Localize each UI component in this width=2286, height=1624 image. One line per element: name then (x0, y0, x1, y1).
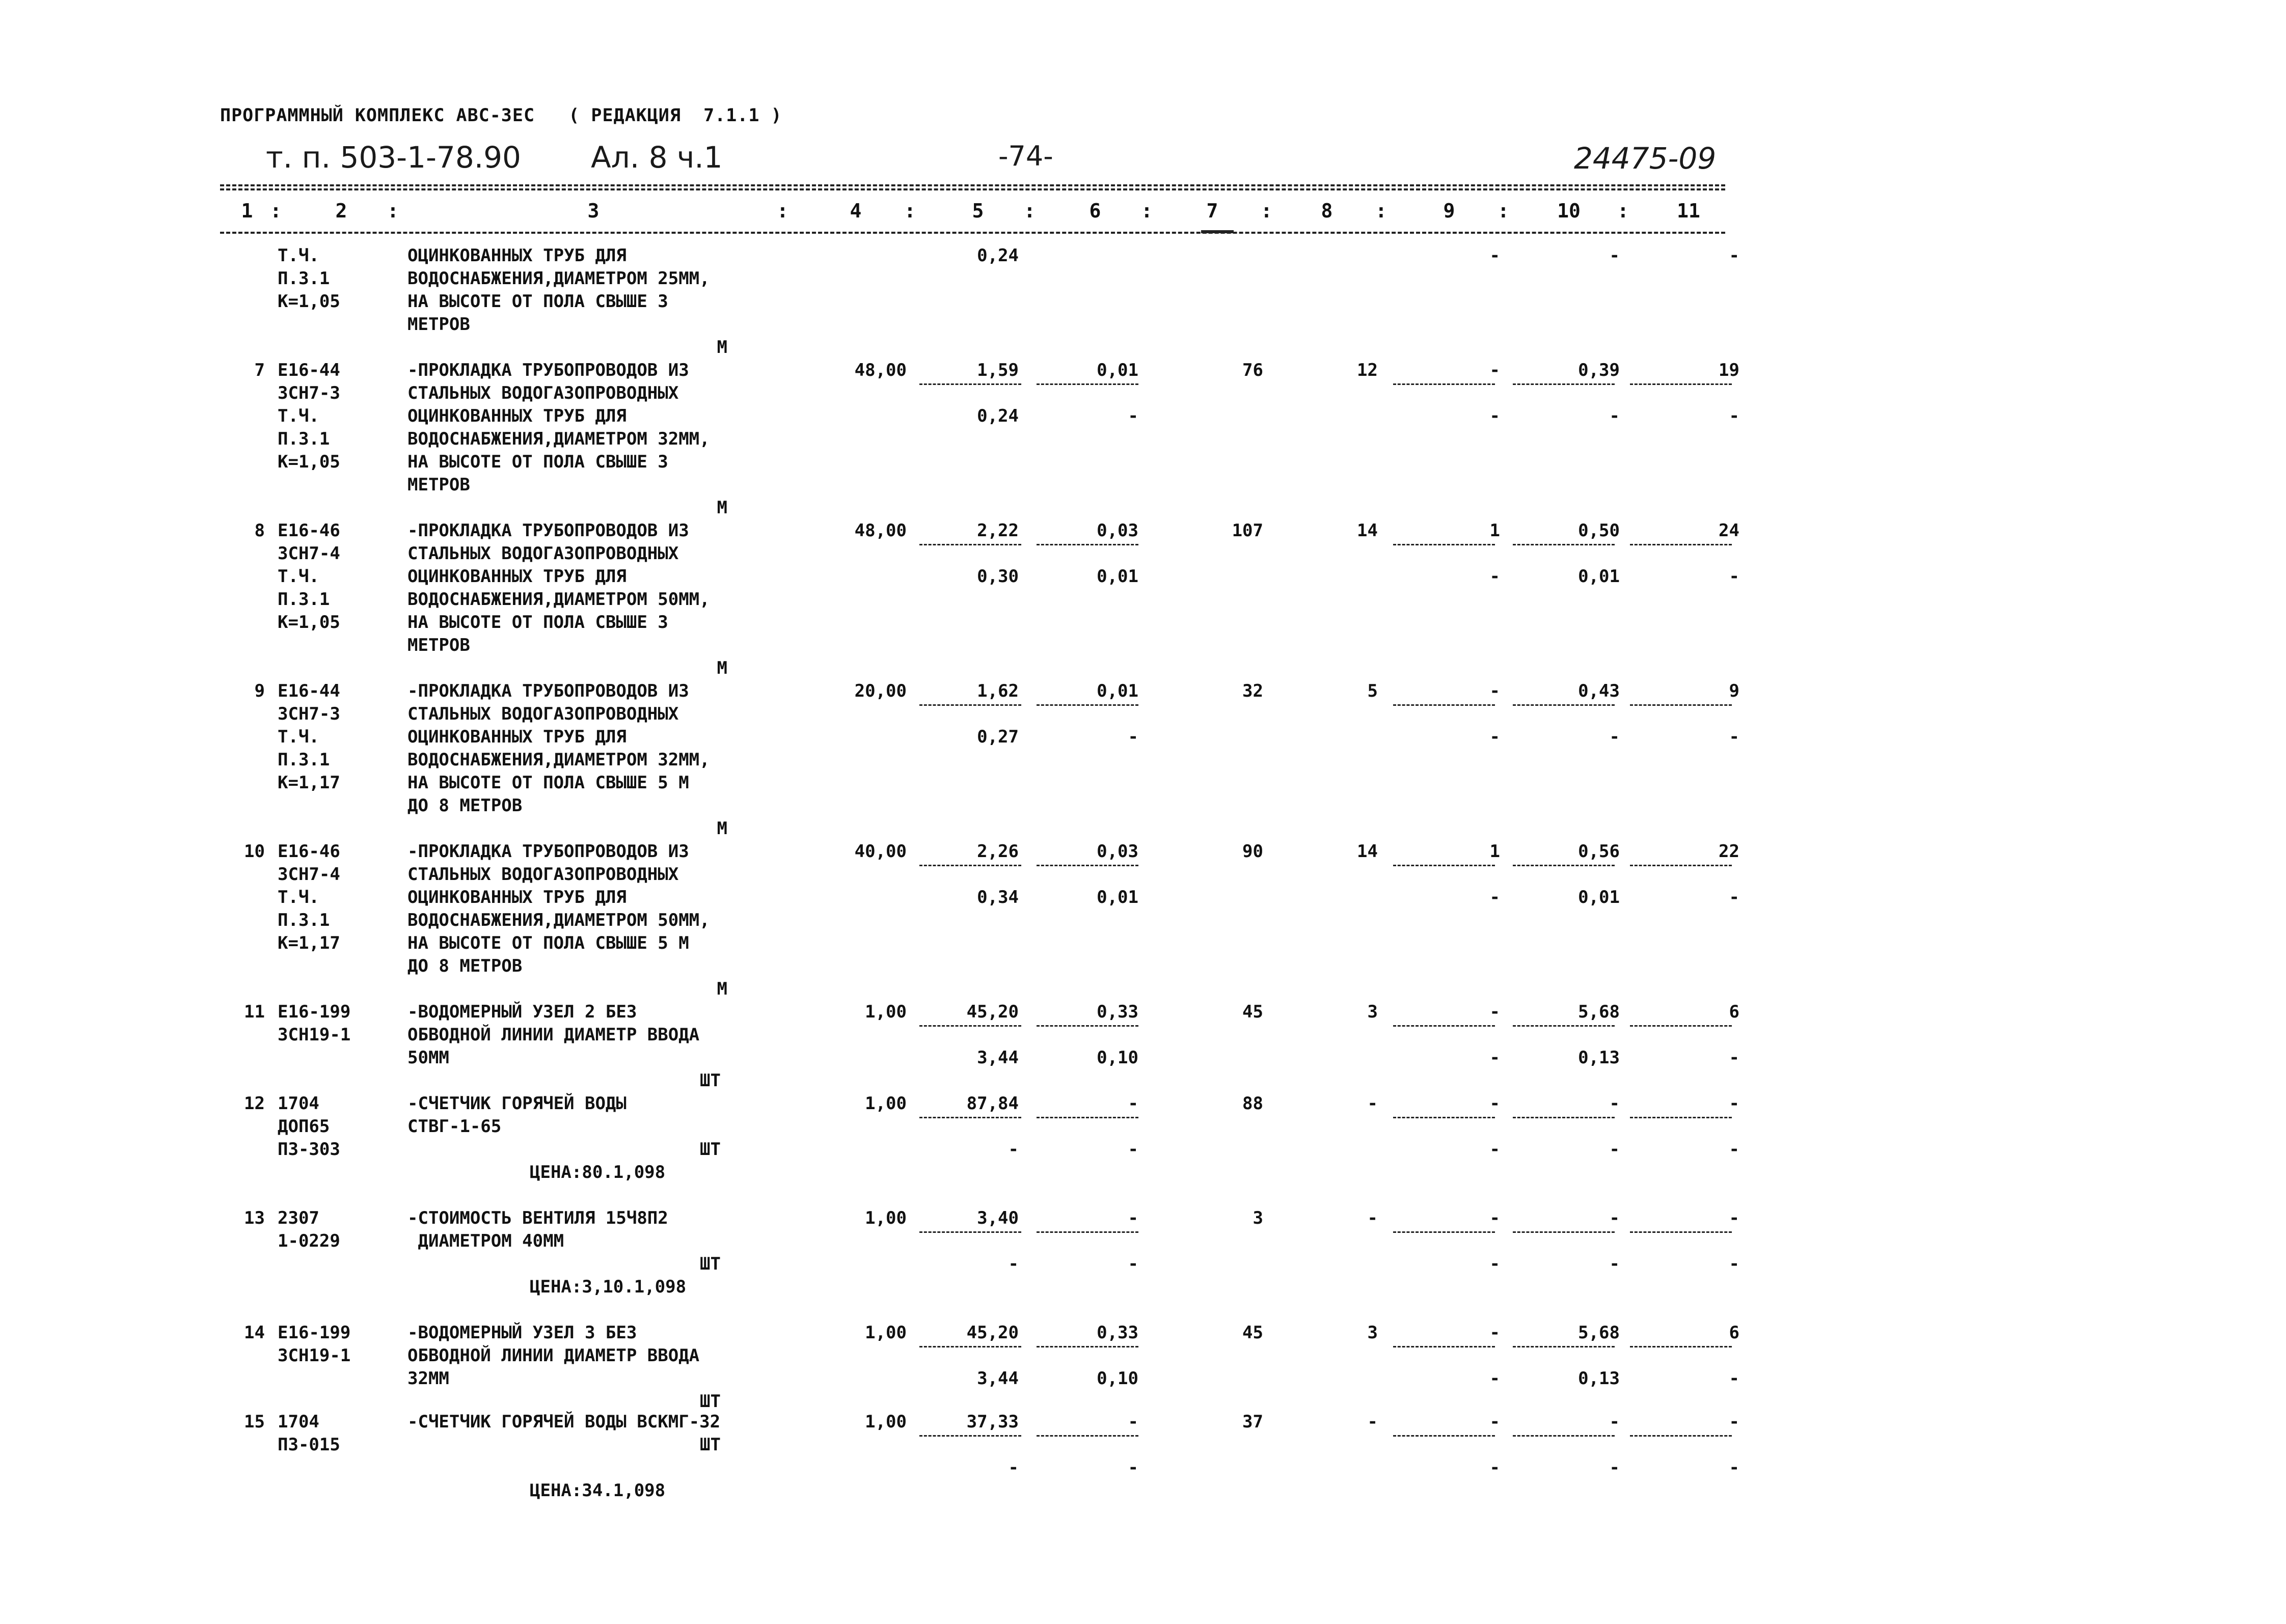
value-underline (1037, 544, 1138, 545)
col-9-sub-value: - (1489, 406, 1500, 426)
col-10-sub-value: - (1609, 406, 1620, 426)
col-6-sub-value: - (1128, 406, 1138, 426)
col-11-sub-value: - (1729, 887, 1739, 907)
row-code: 3СН19-1 (278, 1345, 351, 1366)
value-underline (1513, 704, 1615, 706)
row-description: -ВОДОМЕРНЫЙ УЗЕЛ 3 БЕЗ (407, 1323, 637, 1343)
col-11-sub-value: - (1729, 1254, 1739, 1274)
value-underline (1630, 544, 1732, 545)
row-code: Т.Ч. (278, 887, 319, 907)
col-6-sub-value: 0,10 (1097, 1368, 1138, 1389)
row-description: СТАЛЬНЫХ ВОДОГАЗОПРОВОДНЫХ (407, 383, 679, 403)
row-code: К=1,05 (278, 612, 340, 632)
value-underline (1630, 1231, 1732, 1233)
value-underline (1037, 1231, 1138, 1233)
row-description: НА ВЫСОТЕ ОТ ПОЛА СВЫШЕ 5 М (407, 773, 689, 793)
row-number: 12 (244, 1093, 265, 1114)
column-separator: : (387, 200, 399, 222)
row-code: Т.Ч. (278, 566, 319, 587)
row-code: П3-303 (278, 1139, 340, 1160)
row-description: -ВОДОМЕРНЫЙ УЗЕЛ 2 БЕЗ (407, 1002, 637, 1022)
row-description: ОЦИНКОВАННЫХ ТРУБ ДЛЯ (407, 245, 627, 266)
col-11-value: - (1729, 1093, 1739, 1114)
row-description: СТВГ-1-65 (407, 1116, 502, 1137)
col-4-value: 1,00 (865, 1412, 907, 1432)
row-unit: М (717, 818, 727, 839)
column-separator: : (1024, 200, 1036, 222)
row-description: СТАЛЬНЫХ ВОДОГАЗОПРОВОДНЫХ (407, 543, 679, 564)
column-header-11: 11 (1677, 200, 1700, 222)
col-5-value: 1,62 (977, 681, 1019, 701)
row-description: СТАЛЬНЫХ ВОДОГАЗОПРОВОДНЫХ (407, 704, 679, 724)
row-code: П.3.1 (278, 910, 330, 930)
col-9-value: - (1489, 1002, 1500, 1022)
row-description: -ПРОКЛАДКА ТРУБОПРОВОДОВ ИЗ (407, 360, 689, 380)
row-number: 10 (244, 841, 265, 862)
value-underline (919, 1435, 1021, 1437)
row-number: 8 (254, 520, 265, 541)
value-underline (919, 704, 1021, 706)
col-6-value: - (1128, 1208, 1138, 1228)
col-6-value: 0,03 (1097, 520, 1138, 541)
col-10-sub-value: - (1609, 1139, 1620, 1160)
row-description: 32ММ (407, 1368, 449, 1389)
column-header-8: 8 (1321, 200, 1333, 222)
col-5-sub-value: 0,24 (977, 406, 1019, 426)
col-7-value: 90 (1242, 841, 1263, 862)
value-underline (1630, 1117, 1732, 1118)
row-code: 1-0229 (278, 1231, 340, 1251)
col-7-value: 37 (1242, 1412, 1263, 1432)
value-underline (1393, 1025, 1495, 1027)
col-4-value: 40,00 (854, 841, 907, 862)
price-note: ЦЕНА:80.1,098 (530, 1162, 666, 1182)
value-underline (1393, 1346, 1495, 1347)
col-6-sub-value: - (1128, 727, 1138, 747)
column-separator: : (777, 200, 788, 222)
row-unit: М (717, 337, 727, 357)
row-description: ДО 8 МЕТРОВ (407, 795, 523, 816)
col-9-value: 1 (1489, 520, 1500, 541)
col-9-value: - (1489, 681, 1500, 701)
col-10-value: 5,68 (1578, 1323, 1620, 1343)
value-underline (1037, 1435, 1138, 1437)
value-underline (1513, 1346, 1615, 1347)
col-4-value: 1,00 (865, 1323, 907, 1343)
col-8-value: 3 (1367, 1002, 1378, 1022)
row-description: НА ВЫСОТЕ ОТ ПОЛА СВЫШЕ 3 (407, 452, 668, 472)
value-underline (919, 383, 1021, 385)
header-rule-top (220, 184, 1725, 186)
row-description: НА ВЫСОТЕ ОТ ПОЛА СВЫШЕ 5 М (407, 933, 689, 953)
row-description: ОЦИНКОВАННЫХ ТРУБ ДЛЯ (407, 887, 627, 907)
col-9-value: - (1489, 1208, 1500, 1228)
col-6-sub-value: - (1128, 1457, 1138, 1478)
col-8-value: 3 (1367, 1323, 1378, 1343)
row-number: 15 (244, 1412, 265, 1432)
col-5-value: 45,20 (966, 1323, 1019, 1343)
column-header-6: 6 (1089, 200, 1101, 222)
col-4-value: 1,00 (865, 1002, 907, 1022)
col-6-value: 0,03 (1097, 841, 1138, 862)
col-9-sub-value: - (1489, 887, 1500, 907)
col-6-value: 0,33 (1097, 1323, 1138, 1343)
value-underline (1037, 383, 1138, 385)
row-code: К=1,05 (278, 452, 340, 472)
row-code: П.3.1 (278, 750, 330, 770)
value-underline (1630, 865, 1732, 866)
col-6-value: - (1128, 1412, 1138, 1432)
column-header-1: 1 (241, 200, 253, 222)
col-9-sub-value: - (1489, 1254, 1500, 1274)
row-description: МЕТРОВ (407, 475, 470, 495)
column-separator: : (904, 200, 916, 222)
col-11-value: 6 (1729, 1323, 1739, 1343)
row-description: ОБВОДНОЙ ЛИНИИ ДИАМЕТР ВВОДА (407, 1345, 700, 1366)
value-underline (919, 865, 1021, 866)
col-11-sub-value: - (1729, 1457, 1739, 1478)
row-code: Т.Ч. (278, 245, 319, 266)
row-description: ВОДОСНАБЖЕНИЯ,ДИАМЕТРОМ 50ММ, (407, 589, 710, 610)
col-10-value: 5,68 (1578, 1002, 1620, 1022)
col-6-value: 0,01 (1097, 681, 1138, 701)
col-4-value: 48,00 (854, 360, 907, 380)
col-8-value: 5 (1367, 681, 1378, 701)
value-underline (1393, 1117, 1495, 1118)
col-5-sub-value: 3,44 (977, 1368, 1019, 1389)
col-5-value: 2,26 (977, 841, 1019, 862)
col-11-sub-value: - (1729, 1139, 1739, 1160)
value-underline (919, 544, 1021, 545)
row-description: -ПРОКЛАДКА ТРУБОПРОВОДОВ ИЗ (407, 841, 689, 862)
row-code: Е16-46 (278, 841, 340, 862)
row-code: 3СН7-4 (278, 543, 340, 564)
col-5-sub-value: 0,27 (977, 727, 1019, 747)
col-10-value: - (1609, 1208, 1620, 1228)
row-description: ОЦИНКОВАННЫХ ТРУБ ДЛЯ (407, 566, 627, 587)
row-code: Т.Ч. (278, 727, 319, 747)
value-underline (1513, 544, 1615, 545)
col-6-sub-value: 0,01 (1097, 887, 1138, 907)
row-description: ВОДОСНАБЖЕНИЯ,ДИАМЕТРОМ 50ММ, (407, 910, 710, 930)
col-5-sub-value: - (1008, 1254, 1019, 1274)
album-label: Ал. 8 ч.1 (591, 140, 723, 175)
col-5-sub-value: - (1008, 1139, 1019, 1160)
value-underline (1393, 704, 1495, 706)
col-11-value: 6 (1729, 1002, 1739, 1022)
row-number: 11 (244, 1002, 265, 1022)
value-underline (1630, 1435, 1732, 1437)
header-rule-top-2 (220, 188, 1725, 190)
col-11-sub-value: - (1729, 1048, 1739, 1068)
value-underline (1037, 704, 1138, 706)
col-5-sub-value: 0,34 (977, 887, 1019, 907)
column-header-2: 2 (335, 200, 347, 222)
row-code: 3СН19-1 (278, 1025, 351, 1045)
row-code: П.3.1 (278, 589, 330, 610)
value-underline (919, 1025, 1021, 1027)
row-code: П3-015 (278, 1435, 340, 1455)
price-note: ЦЕНА:3,10.1,098 (530, 1277, 687, 1297)
col-11-sub-value: - (1729, 727, 1739, 747)
inventory-number: 24475-09 (1574, 141, 1717, 176)
col-9-value: - (1489, 1093, 1500, 1114)
col-7-value: 45 (1242, 1002, 1263, 1022)
value-underline (1393, 383, 1495, 385)
col-6-sub-value: 0,01 (1097, 566, 1138, 587)
col-9-sub-value: - (1489, 1368, 1500, 1389)
value-underline (1630, 1025, 1732, 1027)
row-code: Е16-44 (278, 681, 340, 701)
col-8-value: 14 (1357, 520, 1378, 541)
col-6-sub-value: 0,10 (1097, 1048, 1138, 1068)
col-9-sub-value: - (1489, 1457, 1500, 1478)
col-11-value: 24 (1719, 520, 1739, 541)
value-underline (1393, 865, 1495, 866)
row-description: ВОДОСНАБЖЕНИЯ,ДИАМЕТРОМ 25ММ, (407, 268, 710, 289)
column-separator: : (1498, 200, 1509, 222)
col-9-sub-value: - (1489, 727, 1500, 747)
value-underline (919, 1231, 1021, 1233)
col-10-sub-value: - (1609, 245, 1620, 266)
col-10-sub-value: - (1609, 1457, 1620, 1478)
col-10-value: 0,56 (1578, 841, 1620, 862)
row-description: НА ВЫСОТЕ ОТ ПОЛА СВЫШЕ 3 (407, 291, 668, 312)
row-unit: ШТ (700, 1435, 721, 1455)
value-underline (1393, 1231, 1495, 1233)
price-note: ЦЕНА:34.1,098 (530, 1480, 666, 1501)
col-10-sub-value: - (1609, 727, 1620, 747)
col-9-sub-value: - (1489, 566, 1500, 587)
col-7-value: 3 (1253, 1208, 1263, 1228)
col-6-value: - (1128, 1093, 1138, 1114)
col-10-value: - (1609, 1093, 1620, 1114)
value-underline (1037, 1025, 1138, 1027)
col-10-value: 0,39 (1578, 360, 1620, 380)
page-number: -74- (998, 140, 1053, 172)
col-11-sub-value: - (1729, 406, 1739, 426)
col-7-value: 107 (1232, 520, 1263, 541)
column-header-3: 3 (587, 200, 600, 222)
col-10-sub-value: - (1609, 1254, 1620, 1274)
col-11-sub-value: - (1729, 1368, 1739, 1389)
row-number: 14 (244, 1323, 265, 1343)
value-underline (1393, 544, 1495, 545)
column-header-10: 10 (1557, 200, 1581, 222)
header-rule-bottom (220, 232, 1725, 234)
row-description: ВОДОСНАБЖЕНИЯ,ДИАМЕТРОМ 32ММ, (407, 750, 710, 770)
row-code: Е16-199 (278, 1323, 351, 1343)
row-description: МЕТРОВ (407, 635, 470, 655)
col-4-value: 1,00 (865, 1093, 907, 1114)
row-code: ДОП65 (278, 1116, 330, 1137)
col-4-value: 20,00 (854, 681, 907, 701)
value-underline (1037, 865, 1138, 866)
col-5-sub-value: 0,24 (977, 245, 1019, 266)
value-underline (1513, 1435, 1615, 1437)
col-8-value: - (1367, 1208, 1378, 1228)
row-number: 7 (254, 360, 265, 380)
col-7-value: 45 (1242, 1323, 1263, 1343)
col-10-sub-value: 0,13 (1578, 1368, 1620, 1389)
program-header: ПРОГРАММНЫЙ КОМПЛЕКС АВС-3ЕС ( РЕДАКЦИЯ 7.1.1 ) (220, 105, 782, 126)
row-unit: М (717, 658, 727, 678)
value-underline (1513, 1231, 1615, 1233)
col-5-value: 1,59 (977, 360, 1019, 380)
project-number: т. п. 503-1-78.90 (266, 140, 521, 175)
row-code: Е16-199 (278, 1002, 351, 1022)
col-5-value: 37,33 (966, 1412, 1019, 1432)
value-underline (1513, 383, 1615, 385)
col-8-value: - (1367, 1093, 1378, 1114)
row-code: 3СН7-3 (278, 383, 340, 403)
row-code: 3СН7-3 (278, 704, 340, 724)
column-header-5: 5 (972, 200, 984, 222)
col-11-sub-value: - (1729, 566, 1739, 587)
col-5-value: 87,84 (966, 1093, 1019, 1114)
col-10-sub-value: 0,01 (1578, 887, 1620, 907)
value-underline (919, 1117, 1021, 1118)
value-underline (1513, 1117, 1615, 1118)
row-code: Т.Ч. (278, 406, 319, 426)
row-unit: М (717, 498, 727, 518)
col-5-sub-value: - (1008, 1457, 1019, 1478)
col-11-sub-value: - (1729, 245, 1739, 266)
row-unit: ШТ (700, 1254, 721, 1274)
col-5-sub-value: 3,44 (977, 1048, 1019, 1068)
row-code: К=1,17 (278, 773, 340, 793)
col-10-value: - (1609, 1412, 1620, 1432)
col-7-value: 32 (1242, 681, 1263, 701)
column-separator: : (1375, 200, 1387, 222)
row-code: П.3.1 (278, 429, 330, 449)
col-11-value: - (1729, 1412, 1739, 1432)
col-5-value: 45,20 (966, 1002, 1019, 1022)
col-8-value: 14 (1357, 841, 1378, 862)
col-8-value: - (1367, 1412, 1378, 1432)
col-10-value: 0,50 (1578, 520, 1620, 541)
row-description: -ПРОКЛАДКА ТРУБОПРОВОДОВ ИЗ (407, 520, 689, 541)
row-description: ОЦИНКОВАННЫХ ТРУБ ДЛЯ (407, 727, 627, 747)
col-11-value: 22 (1719, 841, 1739, 862)
col-5-sub-value: 0,30 (977, 566, 1019, 587)
value-underline (1513, 1025, 1615, 1027)
col-6-value: 0,33 (1097, 1002, 1138, 1022)
col-9-sub-value: - (1489, 1139, 1500, 1160)
col-9-value: 1 (1489, 841, 1500, 862)
col-4-value: 48,00 (854, 520, 907, 541)
row-unit: М (717, 979, 727, 999)
row-code: К=1,17 (278, 933, 340, 953)
col-8-value: 12 (1357, 360, 1378, 380)
row-unit: ШТ (700, 1139, 721, 1160)
row-code: 1704 (278, 1412, 319, 1432)
row-description: ВОДОСНАБЖЕНИЯ,ДИАМЕТРОМ 32ММ, (407, 429, 710, 449)
col-9-value: - (1489, 1412, 1500, 1432)
col-9-value: - (1489, 1323, 1500, 1343)
col-6-sub-value: - (1128, 1254, 1138, 1274)
col-9-sub-value: - (1489, 245, 1500, 266)
col-11-value: 9 (1729, 681, 1739, 701)
column-separator: : (270, 200, 282, 222)
row-description: СТАЛЬНЫХ ВОДОГАЗОПРОВОДНЫХ (407, 864, 679, 885)
col-7-value: 76 (1242, 360, 1263, 380)
value-underline (1630, 704, 1732, 706)
value-underline (1393, 1435, 1495, 1437)
row-code: 3СН7-4 (278, 864, 340, 885)
col-10-value: 0,43 (1578, 681, 1620, 701)
row-description: -СЧЕТЧИК ГОРЯЧЕЙ ВОДЫ ВСКМГ-32 (407, 1412, 721, 1432)
row-code: К=1,05 (278, 291, 340, 312)
row-number: 9 (254, 681, 265, 701)
value-underline (1513, 865, 1615, 866)
column-separator: : (1617, 200, 1629, 222)
column-separator: : (1261, 200, 1272, 222)
row-code: Е16-44 (278, 360, 340, 380)
row-description: МЕТРОВ (407, 314, 470, 335)
col-5-value: 2,22 (977, 520, 1019, 541)
row-description: -ПРОКЛАДКА ТРУБОПРОВОДОВ ИЗ (407, 681, 689, 701)
col-11-value: - (1729, 1208, 1739, 1228)
col-5-value: 3,40 (977, 1208, 1019, 1228)
row-code: 2307 (278, 1208, 319, 1228)
row-description: -СЧЕТЧИК ГОРЯЧЕЙ ВОДЫ (407, 1093, 627, 1114)
value-underline (919, 1346, 1021, 1347)
row-description: ОЦИНКОВАННЫХ ТРУБ ДЛЯ (407, 406, 627, 426)
col-7-value: 88 (1242, 1093, 1263, 1114)
row-description: ОБВОДНОЙ ЛИНИИ ДИАМЕТР ВВОДА (407, 1025, 700, 1045)
col-4-value: 1,00 (865, 1208, 907, 1228)
column-header-4: 4 (850, 200, 862, 222)
column-header-7: 7 (1206, 200, 1218, 222)
value-underline (1630, 1346, 1732, 1347)
row-code: Е16-46 (278, 520, 340, 541)
row-description: -СТОИМОСТЬ ВЕНТИЛЯ 15Ч8П2 (407, 1208, 668, 1228)
row-code: 1704 (278, 1093, 319, 1114)
col-10-sub-value: 0,01 (1578, 566, 1620, 587)
col-9-sub-value: - (1489, 1048, 1500, 1068)
value-underline (1037, 1117, 1138, 1118)
row-number: 13 (244, 1208, 265, 1228)
value-underline (1630, 383, 1732, 385)
row-code: П.3.1 (278, 268, 330, 289)
value-underline (1037, 1346, 1138, 1347)
row-description: ДО 8 МЕТРОВ (407, 956, 523, 976)
col-6-sub-value: - (1128, 1139, 1138, 1160)
row-unit: ШТ (700, 1070, 721, 1091)
row-unit: ШТ (700, 1391, 721, 1412)
row-description: 50ММ (407, 1048, 449, 1068)
col-6-value: 0,01 (1097, 360, 1138, 380)
row-description: НА ВЫСОТЕ ОТ ПОЛА СВЫШЕ 3 (407, 612, 668, 632)
column-separator: : (1141, 200, 1153, 222)
row-description: ДИАМЕТРОМ 40ММ (407, 1231, 564, 1251)
col-11-value: 19 (1719, 360, 1739, 380)
col-9-value: - (1489, 360, 1500, 380)
col-10-sub-value: 0,13 (1578, 1048, 1620, 1068)
column-header-9: 9 (1443, 200, 1455, 222)
